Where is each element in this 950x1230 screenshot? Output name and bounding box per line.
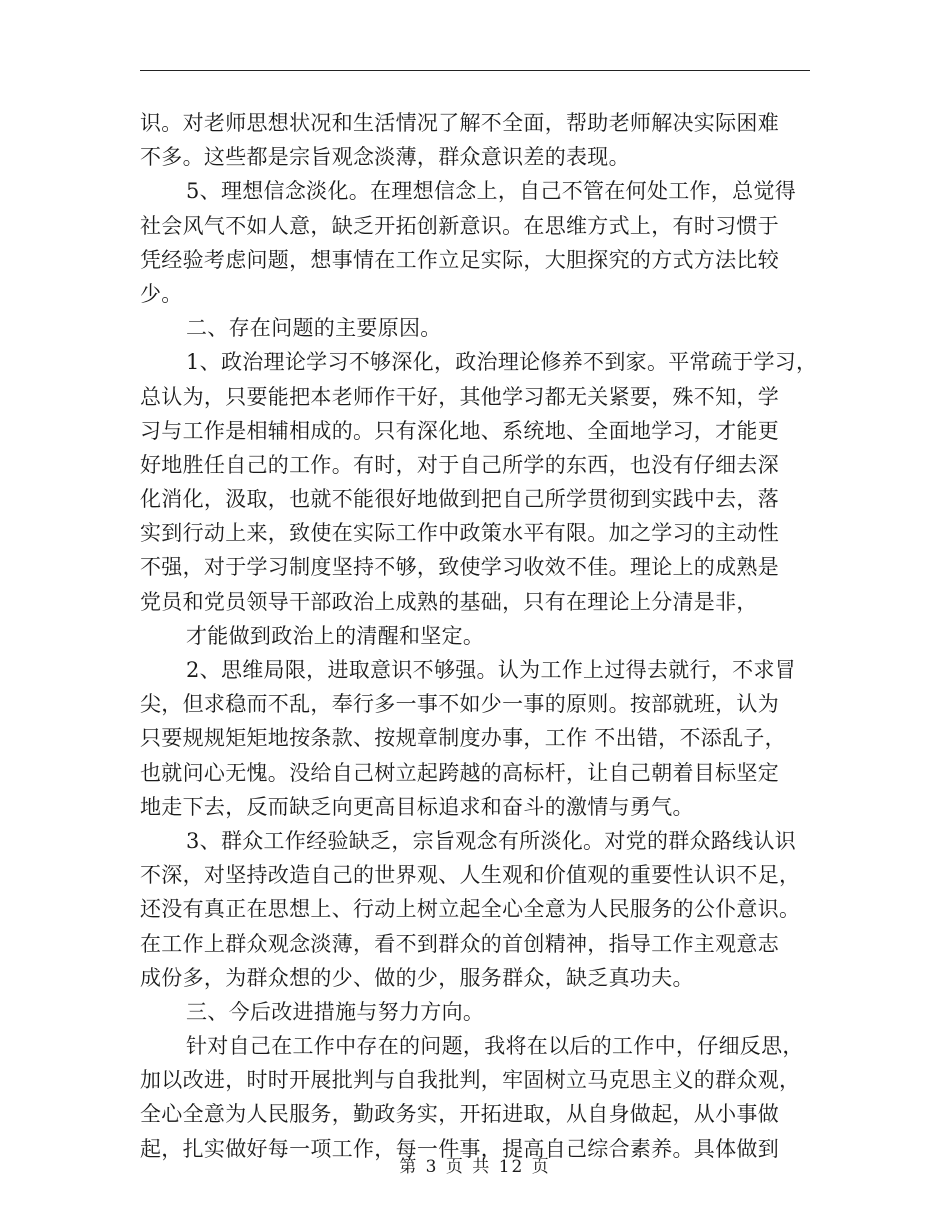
text-line: 5、理想信念淡化。在理想信念上，自己不管在何处工作，总觉得 <box>186 179 797 204</box>
text-line: 针对自己在工作中存在的问题，我将在以后的工作中，仔细反思， <box>186 1034 804 1059</box>
text-line: 总认为，只要能把本老师作干好，其他学习都无关紧要，殊不知，学 <box>140 384 779 409</box>
text-line: 1、政治理论学习不够深化，政治理论修养不到家。平常疏于学习， <box>186 350 818 375</box>
text-line: 少。 <box>140 281 183 306</box>
text-line: 尖，但求稳而不乱，奉行多一事不如少一事的原则。按部就班，认为 <box>140 692 779 717</box>
text-line: 也就问心无愧。没给自己树立起跨越的高标杆，让自己朝着目标坚定 <box>140 760 779 785</box>
text-line: 不多。这些都是宗旨观念淡薄，群众意识差的表现。 <box>140 145 630 170</box>
text-line: 化消化，汲取，也就不能很好地做到把自己所学贯彻到实践中去，落 <box>140 487 779 512</box>
text-line: 实到行动上来，致使在实际工作中政策水平有限。加之学习的主动性 <box>140 521 779 546</box>
text-line: 起，扎实做好每一项工作，每一件事，提高自己综合素养。具体做到 <box>140 1136 779 1161</box>
text-line: 成份多，为群众想的少、做的少，服务群众，缺乏真功夫。 <box>140 965 694 990</box>
text-line: 凭经验考虑问题，想事情在工作立足实际，大胆探究的方式方法比较 <box>140 247 779 272</box>
text-line: 社会风气不如人意，缺乏开拓创新意识。在思维方式上，有时习惯于 <box>140 213 779 238</box>
text-line: 在工作上群众观念淡薄，看不到群众的首创精神，指导工作主观意志 <box>140 931 779 956</box>
text-line: 3、群众工作经验缺乏，宗旨观念有所淡化。对党的群众路线认识 <box>186 828 797 853</box>
text-line: 识。对老师思想状况和生活情况了解不全面，帮助老师解决实际困难 <box>140 111 779 135</box>
text-line: 还没有真正在思想上、行动上树立起全心全意为人民服务的公仆意识。 <box>140 897 801 922</box>
text-line: 不深，对坚持改造自己的世界观、人生观和价值观的重要性认识不足， <box>140 863 801 888</box>
text-line: 才能做到政治上的清醒和坚定。 <box>186 623 485 648</box>
text-line: 2、思维局限，进取意识不够强。认为工作上过得去就行，不求冒 <box>186 658 797 682</box>
text-line: 地走下去，反而缺乏向更高目标追求和奋斗的激情与勇气。 <box>140 794 694 819</box>
text-line: 习与工作是相辅相成的。只有深化地、系统地、全面地学习，才能更 <box>140 418 779 443</box>
text-line: 三、今后改进措施与努力方向。 <box>186 999 485 1024</box>
text-line: 加以改进，时时开展批判与自我批判，牢固树立马克思主义的群众观， <box>140 1068 801 1093</box>
text-line: 党员和党员领导干部政治上成熟的基础，只有在理论上分清是非， <box>140 589 758 614</box>
text-line: 不强，对于学习制度坚持不够，致使学习收效不佳。理论上的成熟是 <box>140 555 779 580</box>
header-rule <box>140 70 810 71</box>
text-line: 全心全意为人民服务，勤政务实，开拓进取，从自身做起，从小事做 <box>140 1102 779 1127</box>
page-number-footer: 第 3 页 共 12 页 <box>399 1157 551 1177</box>
text-line: 二、存在问题的主要原因。 <box>186 316 442 341</box>
text-line: 好地胜任自己的工作。有时，对于自己所学的东西，也没有仔细去深 <box>140 452 779 477</box>
document-body <box>140 106 830 1166</box>
text-line: 只要规规矩矩地按条款、按规章制度办事，工作 不出错，不添乱子， <box>140 726 786 751</box>
